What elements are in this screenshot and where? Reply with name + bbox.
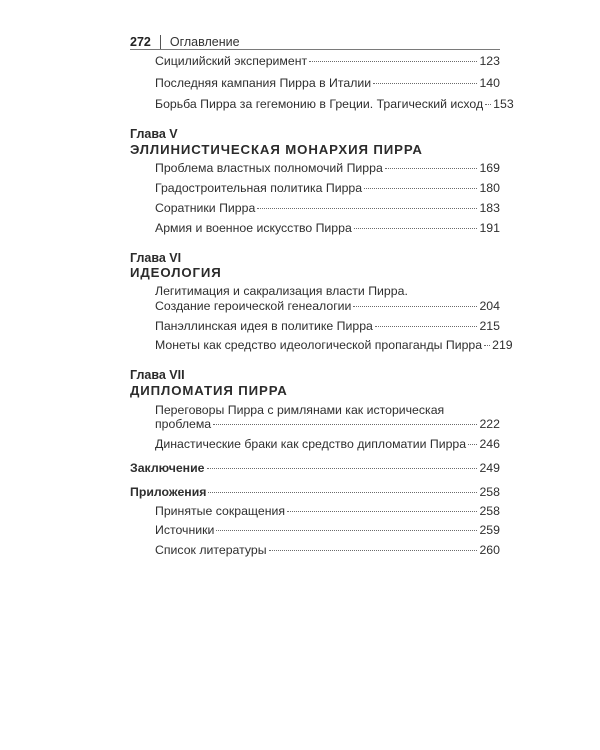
dot-leader — [354, 228, 478, 229]
dot-leader — [375, 326, 478, 327]
toc-entry-page: 140 — [479, 76, 500, 90]
toc-entry-page: 222 — [479, 417, 500, 431]
dot-leader — [213, 424, 477, 425]
toc-entry-title: Династические браки как средство дипломатии Пирра — [155, 437, 467, 451]
toc-entry[interactable] — [155, 200, 500, 217]
toc-entry[interactable] — [155, 220, 500, 237]
toc-entry-page: 153 — [493, 97, 514, 111]
toc-entry-page: 260 — [479, 543, 500, 557]
dot-leader — [485, 104, 491, 105]
toc-entry-page: 215 — [479, 319, 500, 333]
toc-entry-page: 123 — [479, 54, 500, 68]
toc-entry[interactable] — [155, 436, 500, 453]
chapter-title[interactable]: ЭЛЛИНИСТИЧЕСКАЯ МОНАРХИЯ ПИРРА — [130, 142, 423, 157]
toc-entry-title: Заключение — [130, 461, 205, 475]
toc-entry-title: Приложения — [130, 485, 207, 499]
toc-entry-title-line1[interactable]: Легитимация и сакрализация власти Пирра. — [155, 284, 408, 298]
dot-leader — [287, 511, 477, 512]
toc-entry[interactable] — [155, 96, 514, 113]
dot-leader — [385, 168, 478, 169]
toc-entry-title: Последняя кампания Пирра в Италии — [155, 76, 372, 90]
toc-entry-page: 246 — [479, 437, 500, 451]
chapter-label: Глава VII — [130, 368, 185, 382]
dot-leader — [353, 306, 477, 307]
toc-entry[interactable] — [155, 522, 500, 539]
chapter-label: Глава V — [130, 127, 178, 141]
toc-entry-title: Борьба Пирра за гегемонию в Греции. Трагический исход — [155, 97, 484, 111]
toc-entry-page: 169 — [479, 161, 500, 175]
page-number: 272 — [130, 35, 151, 49]
toc-entry[interactable] — [155, 75, 500, 92]
chapter-label: Глава VI — [130, 251, 182, 265]
toc-entry-title: Панэллинская идея в политике Пирра — [155, 319, 373, 333]
toc-entry-appendices[interactable] — [130, 484, 500, 501]
toc-entry-title: Список литературы — [155, 543, 267, 557]
toc-entry-conclusion[interactable] — [130, 460, 500, 477]
toc-entry-title: Сицилийский эксперимент — [155, 54, 308, 68]
toc-entry[interactable] — [155, 337, 513, 354]
toc-entry-title-line1[interactable]: Переговоры Пирра с римлянами как историческая — [155, 403, 445, 417]
toc-entry-page: 258 — [479, 485, 500, 499]
toc-entry-page: 219 — [492, 338, 513, 352]
toc-entry-page: 258 — [479, 504, 500, 518]
toc-entry[interactable] — [155, 180, 500, 197]
dot-leader — [207, 468, 478, 469]
toc-entry[interactable] — [155, 416, 500, 433]
toc-entry-page: 180 — [479, 181, 500, 195]
toc-entry-page: 259 — [479, 523, 500, 537]
toc-entry[interactable] — [155, 160, 500, 177]
dot-leader — [216, 530, 477, 531]
toc-entry-title: Армия и военное искусство Пирра — [155, 221, 352, 235]
toc-entry-title: Проблема властных полномочий Пирра — [155, 161, 383, 175]
toc-entry-title: Источники — [155, 523, 215, 537]
toc-entry-title: Соратники Пирра — [155, 201, 256, 215]
toc-entry-page: 204 — [479, 299, 500, 313]
toc-entry-page: 183 — [479, 201, 500, 215]
header-rule — [130, 49, 500, 50]
dot-leader — [484, 345, 490, 346]
header-separator — [160, 35, 161, 49]
dot-leader — [269, 550, 478, 551]
toc-entry-page: 191 — [479, 221, 500, 235]
toc-entry[interactable] — [155, 542, 500, 559]
running-head-title: Оглавление — [169, 35, 240, 49]
toc-entry-page: 249 — [479, 461, 500, 475]
toc-entry-title: Принятые сокращения — [155, 504, 286, 518]
toc-entry[interactable] — [155, 503, 500, 520]
toc-entry-title: Монеты как средство идеологической пропаганды Пирра — [155, 338, 483, 352]
chapter-title[interactable]: ДИПЛОМАТИЯ ПИРРА — [130, 383, 288, 398]
dot-leader — [208, 492, 477, 493]
toc-entry[interactable] — [155, 318, 500, 335]
chapter-title[interactable]: ИДЕОЛОГИЯ — [130, 265, 222, 280]
dot-leader — [373, 83, 477, 84]
dot-leader — [468, 444, 477, 445]
dot-leader — [364, 188, 477, 189]
toc-entry-title-line2: проблема — [155, 417, 212, 431]
toc-entry[interactable] — [155, 53, 500, 70]
dot-leader — [257, 208, 477, 209]
toc-entry-title: Градостроительная политика Пирра — [155, 181, 363, 195]
toc-entry-title-line2: Создание героической генеалогии — [155, 299, 352, 313]
dot-leader — [309, 61, 477, 62]
toc-entry[interactable] — [155, 298, 500, 315]
